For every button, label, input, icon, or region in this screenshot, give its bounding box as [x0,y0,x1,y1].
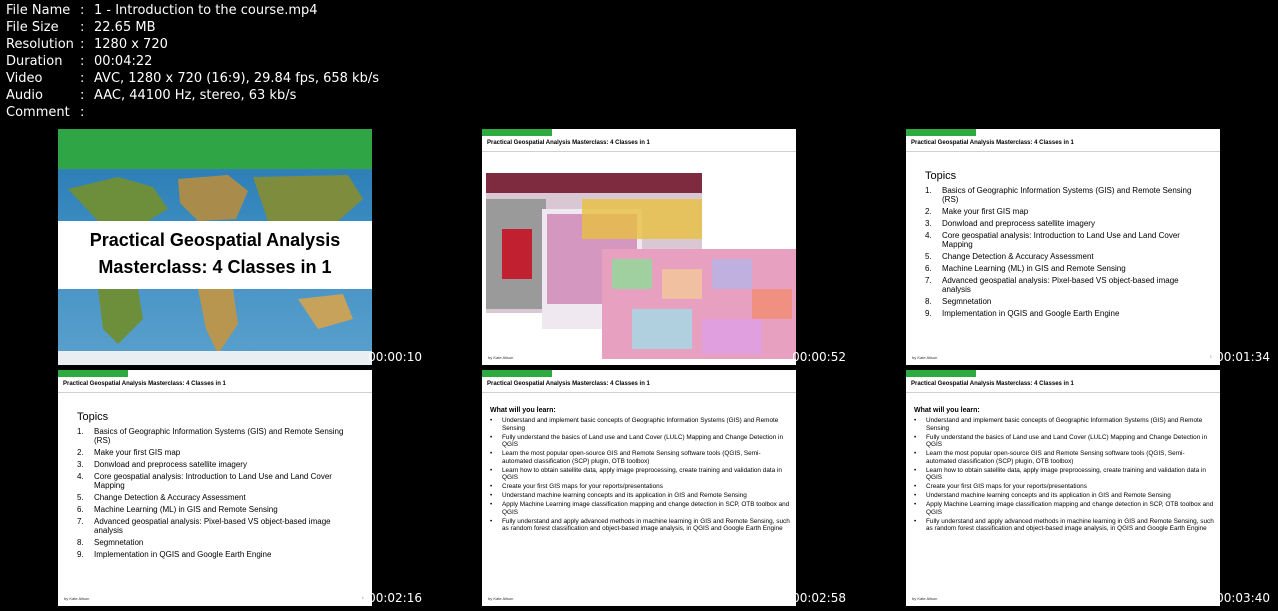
slide-header: Practical Geospatial Analysis Masterclass: 4 Classes in 1 [487,381,650,387]
topic-item: 1. Basics of Geographic Information Systems (GIS) and Remote Sensing (RS) [77,427,344,445]
accent-bar [482,370,552,377]
course-title-line2: Masterclass: 4 Classes in 1 [98,257,332,277]
learn-list [490,417,790,534]
header-divider [482,392,796,393]
topic-item: 4. Core geospatial analysis: Introduction to Land Use and Land Cover Mapping [77,472,332,490]
slide-header: Practical Geospatial Analysis Masterclass: 4 Classes in 1 [911,140,1074,146]
learn-item: • Learn how to obtain satellite data, apply image preprocessing, create training and validation data in QGIS [914,466,1206,481]
topics-slide [906,129,1220,365]
timestamp: 00:01:34 [1216,350,1270,364]
learn-item: • Fully understand the basics of Land use and Land Cover (LULC) Mapping and Change Detection in QGIS [490,433,784,448]
topics-list [925,186,1195,321]
learn-slide [906,370,1220,606]
comment-row: Comment : [6,105,85,120]
timestamp: 00:02:58 [792,591,846,605]
learn-item: • Fully understand the basics of Land use and Land Cover (LULC) Mapping and Change Detection in QGIS [914,433,1208,448]
accent-bar [906,370,976,377]
topic-item: 6. Machine Learning (ML) in GIS and Remote Sensing [77,505,278,514]
slide-header: Practical Geospatial Analysis Masterclass: 4 Classes in 1 [63,381,226,387]
learn-heading: What will you learn: [490,407,556,414]
header-divider [482,151,796,152]
topic-item: 4. Core geospatial analysis: Introduction to Land Use and Land Cover Mapping [925,231,1180,249]
learn-item: • Fully understand and apply advanced methods in machine learning in GIS and Remote Sensing, such as random forest classification and object-based image analysis, in QGIS and Google Earth Engine [490,517,790,532]
topic-item: 2. Make your first GIS map [925,207,1029,216]
accent-bar [58,370,128,377]
thumbnail-5[interactable] [430,370,848,606]
learn-item: • Create your first GIS maps for your reports/presentations [490,483,663,490]
topics-heading: Topics [925,170,957,182]
topic-item: 8. Segmnetation [925,297,992,306]
resolution-row: Resolution : 1280 x 720 [6,37,168,52]
file-size-row: File Size : 22.65 MB [6,20,156,35]
slide-header: Practical Geospatial Analysis Masterclass: 4 Classes in 1 [487,140,650,146]
learn-item: • Learn the most popular open-source GIS and Remote Sensing software tools (QGIS, Semi-automated classification (SCP) plugin, OTB toolbox) [914,450,1185,465]
duration-row: Duration : 00:04:22 [6,54,153,69]
author-footer: by Kate Alison [912,596,938,601]
video-row: Video : AVC, 1280 x 720 (16:9), 29.84 fps, 658 kb/s [6,71,379,86]
learn-item: • Understand machine learning concepts and its application in GIS and Remote Sensing [490,492,747,499]
topic-item: 7. Advanced geospatial analysis: Pixel-based VS object-based image analysis [77,517,331,535]
topic-item: 3. Donwload and preprocess satellite imagery [925,219,1095,228]
accent-bar [482,129,552,136]
thumbnail-1[interactable] [6,129,424,365]
thumbnail-2[interactable] [430,129,848,365]
gis-map-collage-image [482,169,796,359]
topic-item: 3. Donwload and preprocess satellite imagery [77,460,247,469]
map-collage-slide [482,129,796,365]
slide-header: Practical Geospatial Analysis Masterclass: 4 Classes in 1 [911,381,1074,387]
learn-slide [482,370,796,606]
header-divider [906,151,1220,152]
learn-item: • Learn how to obtain satellite data, apply image preprocessing, create training and validation data in QGIS [490,466,782,481]
learn-list [914,417,1214,534]
page-number: 1 [1209,354,1212,359]
author-footer: by Kate Alison [488,355,514,360]
author-footer: by Kate Alison [912,355,938,360]
timestamp: 00:00:52 [792,350,846,364]
course-title-line1: Practical Geospatial Analysis [89,230,341,250]
timestamp: 00:00:10 [368,350,422,364]
topic-item: 6. Machine Learning (ML) in GIS and Remote Sensing [925,264,1126,273]
learn-heading: What will you learn: [914,407,980,414]
topic-item: 9. Implementation in QGIS and Google Earth Engine [77,550,272,559]
learn-item: • Understand and implement basic concepts of Geographic Information Systems (GIS) and Remote Sensing [490,417,779,432]
learn-item: • Apply Machine Learning image classification mapping and change detection in SCP, OTB toolbox and QGIS [914,501,1214,516]
file-info [6,2,379,121]
author-footer: by Kate Alison [488,596,514,601]
course-title-box [58,221,372,289]
accent-bar [906,129,976,136]
learn-item: • Understand machine learning concepts and its application in GIS and Remote Sensing [914,492,1171,499]
topic-item: 1. Basics of Geographic Information Systems (GIS) and Remote Sensing (RS) [925,186,1192,204]
audio-row: Audio : AAC, 44100 Hz, stereo, 63 kb/s [6,88,297,103]
file-name-row: File Name : 1 - Introduction to the course.mp4 [6,3,318,18]
title-slide [58,129,372,365]
learn-item: • Create your first GIS maps for your reports/presentations [914,483,1087,490]
thumbnail-4[interactable] [6,370,424,606]
learn-item: • Apply Machine Learning image classification mapping and change detection in SCP, OTB toolbox and QGIS [490,501,790,516]
topic-item: 2. Make your first GIS map [77,448,181,457]
topic-item: 8. Segmnetation [77,538,144,547]
learn-item: • Understand and implement basic concepts of Geographic Information Systems (GIS) and Remote Sensing [914,417,1203,432]
thumbnail-3[interactable] [854,129,1272,365]
author-footer: by Kate Alison [64,596,90,601]
learn-item: • Learn the most popular open-source GIS and Remote Sensing software tools (QGIS, Semi-automated classification (SCP) plugin, OTB toolbox) [490,450,761,465]
learn-item: • Fully understand and apply advanced methods in machine learning in GIS and Remote Sensing, such as random forest classification and object-based image analysis, in QGIS and Google Earth Engine [914,517,1214,532]
topic-item: 5. Change Detection & Accuracy Assessment [77,493,246,502]
page-number: 1 [361,595,364,600]
thumbnail-6[interactable] [854,370,1272,606]
topic-item: 9. Implementation in QGIS and Google Earth Engine [925,309,1120,318]
topics-list [77,427,347,562]
timestamp: 00:02:16 [368,591,422,605]
topic-item: 5. Change Detection & Accuracy Assessment [925,252,1094,261]
header-divider [906,392,1220,393]
topics-slide [58,370,372,606]
timestamp: 00:03:40 [1216,591,1270,605]
header-divider [58,392,372,393]
topic-item: 7. Advanced geospatial analysis: Pixel-based VS object-based image analysis [925,276,1179,294]
topics-heading: Topics [77,411,109,423]
